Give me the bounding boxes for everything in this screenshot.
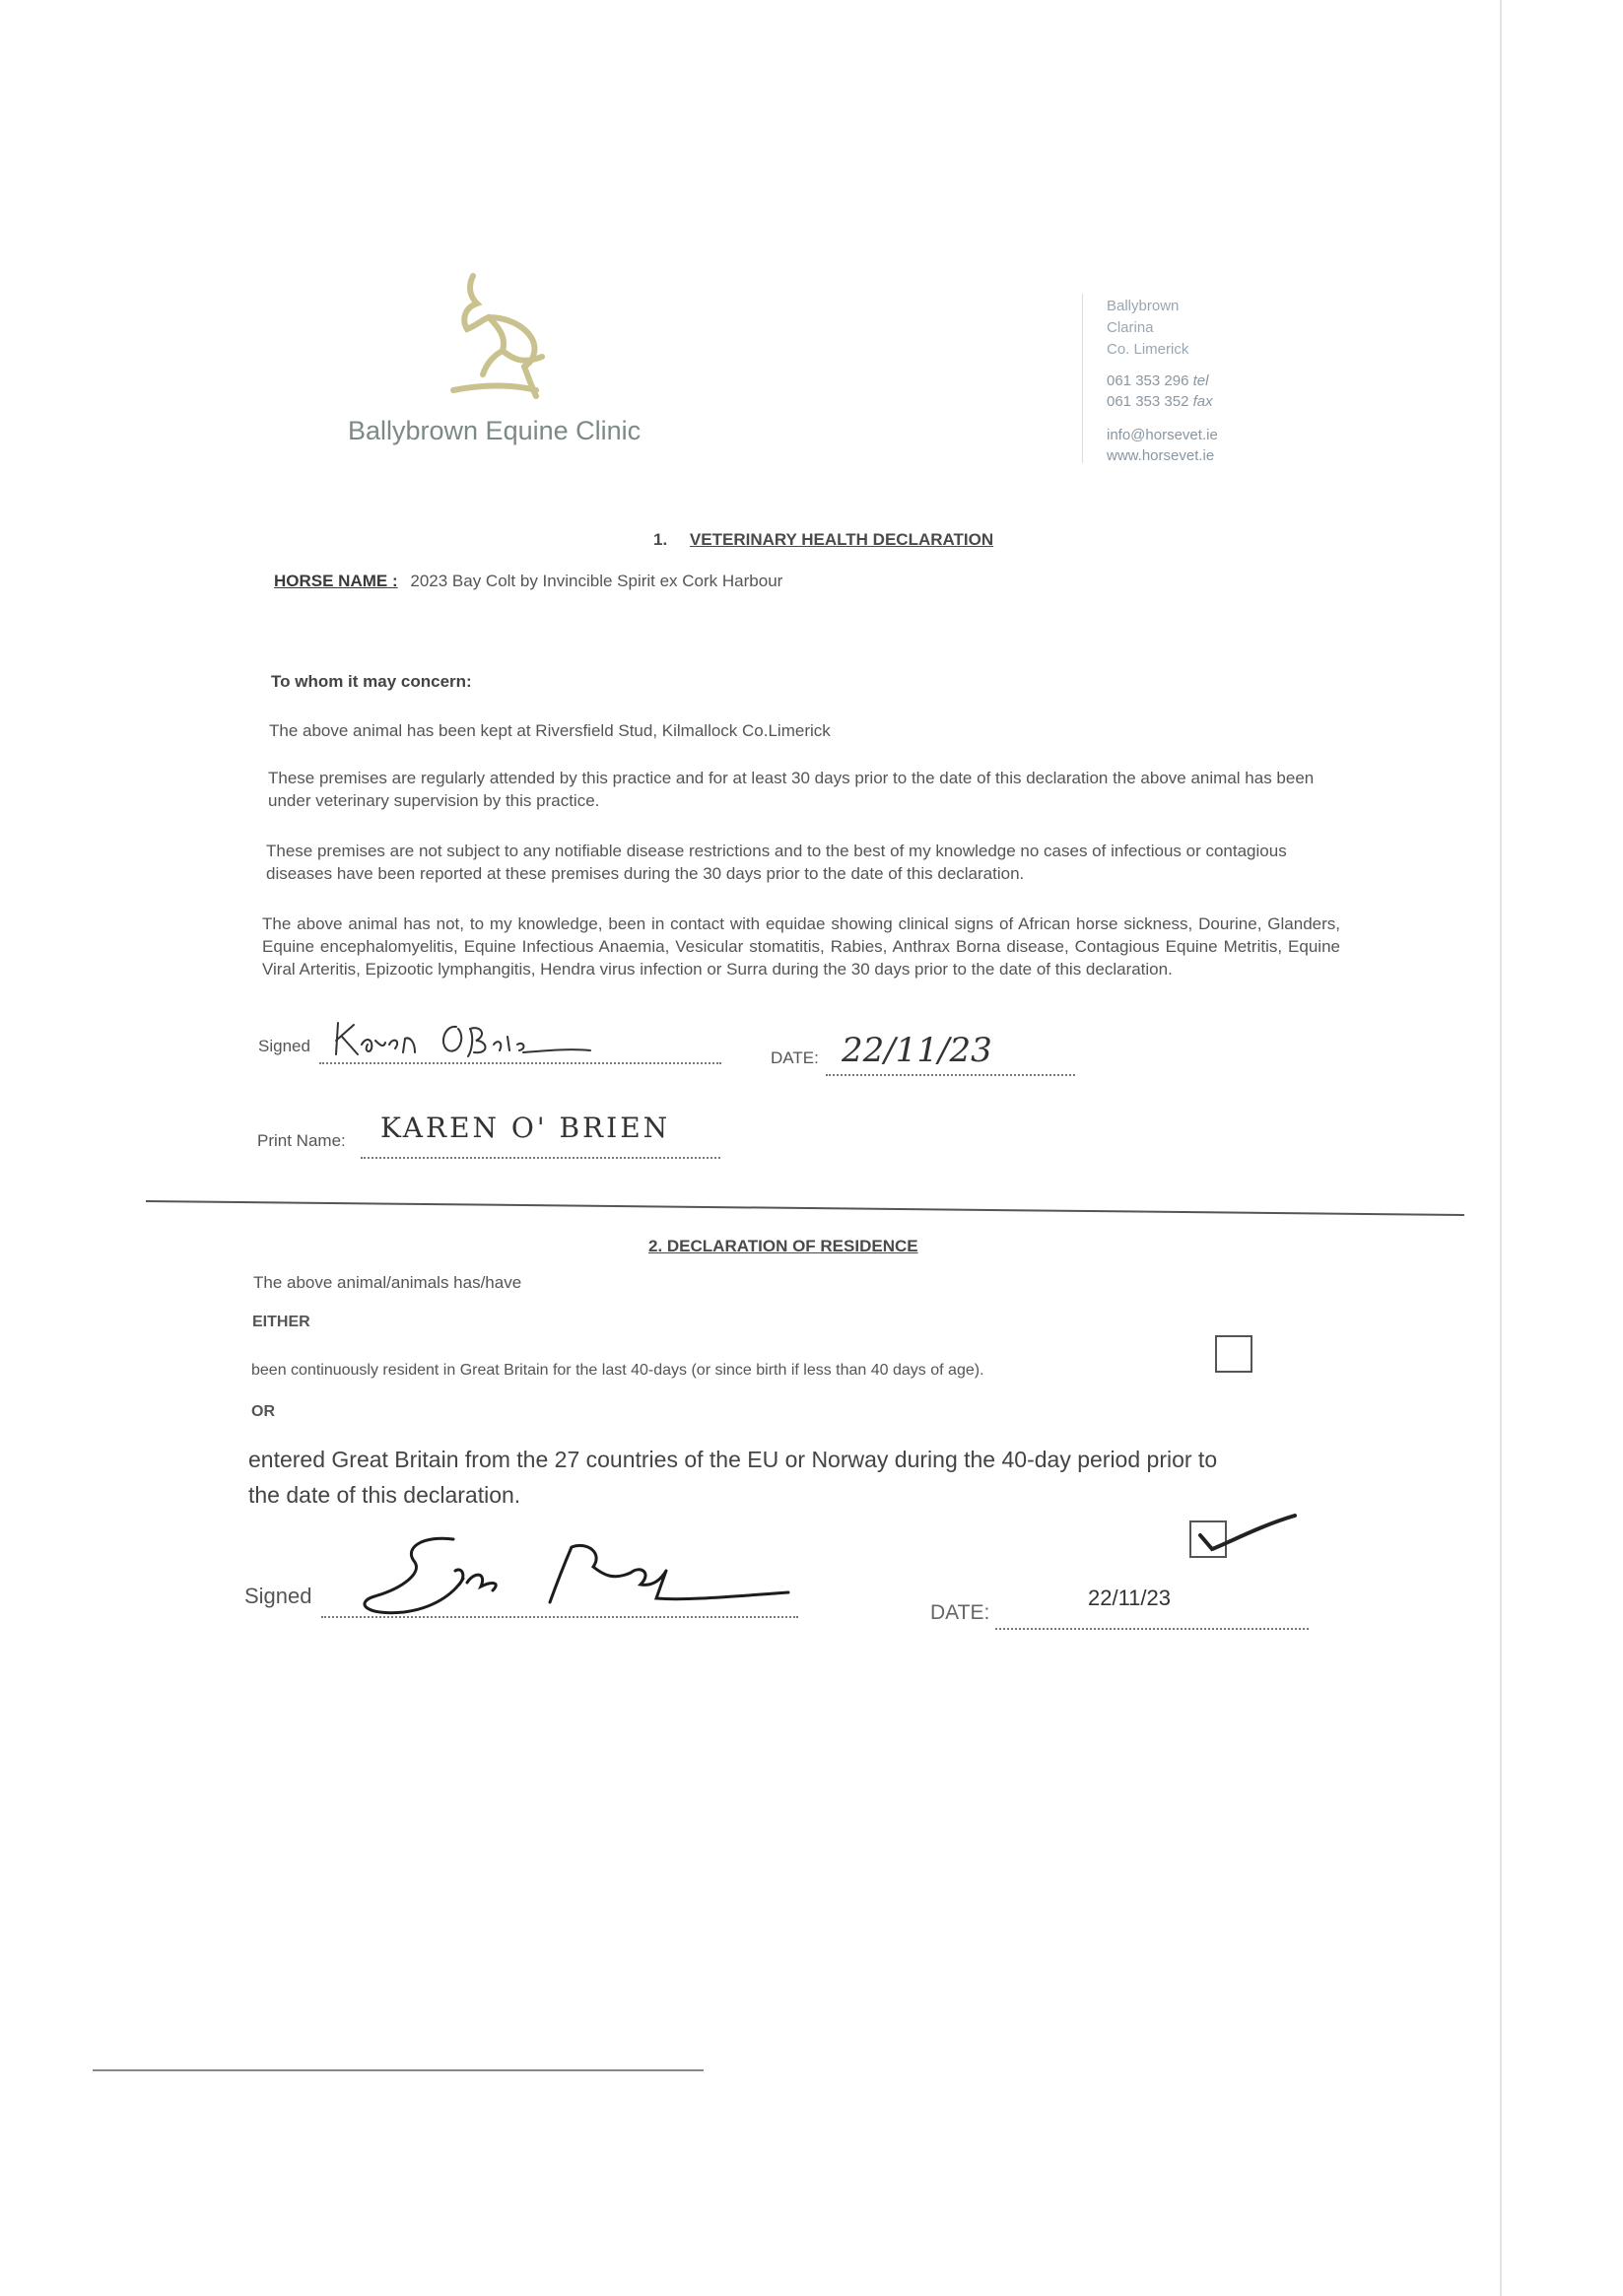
paragraph-supervision: These premises are regularly attended by this practice and for at least 30 days prior to the date of this declaration the above animal has been under veterinary supervision by this practice.	[268, 769, 1315, 810]
section1-number: 1.	[653, 530, 668, 549]
phone-number: 061 353 296	[1107, 372, 1189, 389]
either-label: EITHER	[252, 1314, 310, 1330]
section2-date-label: DATE:	[930, 1601, 990, 1624]
fax-line	[1107, 391, 1213, 413]
option2-line1: entered Great Britain from the 27 countries of the EU or Norway during the 40-day period prior to	[248, 1447, 1218, 1472]
section2-date-value: 22/11/23	[1088, 1586, 1172, 1610]
checkmark-icon	[1192, 1508, 1303, 1567]
print-name-value: KAREN O' BRIEN	[380, 1112, 671, 1144]
horse-name-row	[274, 572, 782, 591]
address-line-2: Clarina	[1107, 319, 1154, 336]
paragraph-no-restrictions: These premises are not subject to any notifiable disease restrictions and to the best of my knowledge no cases of infectious or contagious diseases have been reported at these premises during the 30 days prior to the date of this declaration.	[266, 842, 1287, 883]
option1-text: been continuously resident in Great Britain for the last 40-days (or since birth if less than 40 days of age).	[251, 1362, 984, 1379]
section1-signed-label: Signed	[258, 1037, 310, 1055]
section2-signed-label: Signed	[244, 1584, 312, 1608]
horse-name-value: 2023 Bay Colt by Invincible Spirit ex Cork Harbour	[410, 572, 783, 590]
horse-logo-icon	[434, 268, 562, 406]
section2-date-line	[995, 1610, 1309, 1630]
phone-suffix: tel	[1192, 372, 1209, 389]
letterhead-divider	[1082, 294, 1083, 463]
section-divider	[146, 1200, 1464, 1216]
option1-checkbox[interactable]	[1215, 1335, 1252, 1373]
section1-heading	[653, 530, 993, 550]
print-name-label: Print Name:	[257, 1131, 346, 1150]
address-line-1: Ballybrown	[1107, 298, 1180, 314]
paragraph-diseases: The above animal has not, to my knowledge, been in contact with equidae showing clinical signs of African horse sickness, Dourine, Glanders, Equine encephalomyelitis, Equine Infectious Anaemia, Vesicular stomatitis, Rabies, Anthrax Borna disease, Contagious Equine Metritis, Equine Viral Arteritis, Epizootic lymphangitis, Hendra virus infection or Surra during the 30 days prior to the date of this declaration.	[262, 914, 1340, 979]
website: www.horsevet.ie	[1107, 447, 1215, 464]
or-label: OR	[251, 1403, 275, 1420]
email: info@horsevet.ie	[1107, 427, 1218, 443]
fax-number: 061 353 352	[1107, 393, 1189, 410]
fax-suffix: fax	[1192, 393, 1213, 410]
section1-title: VETERINARY HEALTH DECLARATION	[689, 530, 994, 549]
paragraph-kept-at: The above animal has been kept at Riversfield Stud, Kilmallock Co.Limerick	[269, 721, 831, 740]
option2-line2: the date of this declaration.	[248, 1482, 521, 1508]
section1-signature	[330, 1015, 596, 1064]
section2-title: 2. DECLARATION OF RESIDENCE	[648, 1237, 918, 1255]
clinic-name: Ballybrown Equine Clinic	[348, 416, 642, 445]
section2-signature	[345, 1527, 798, 1621]
section1-date-value: 22/11/23	[842, 1031, 992, 1070]
page-edge	[1500, 0, 1502, 2296]
section2-intro: The above animal/animals has/have	[253, 1273, 522, 1292]
horse-name-label: HORSE NAME :	[274, 572, 398, 590]
section1-date-label: DATE:	[771, 1048, 819, 1067]
address-line-3: Co. Limerick	[1107, 341, 1189, 358]
salutation: To whom it may concern:	[271, 672, 472, 691]
phone-line	[1107, 371, 1208, 392]
footer-rule	[93, 2069, 704, 2071]
